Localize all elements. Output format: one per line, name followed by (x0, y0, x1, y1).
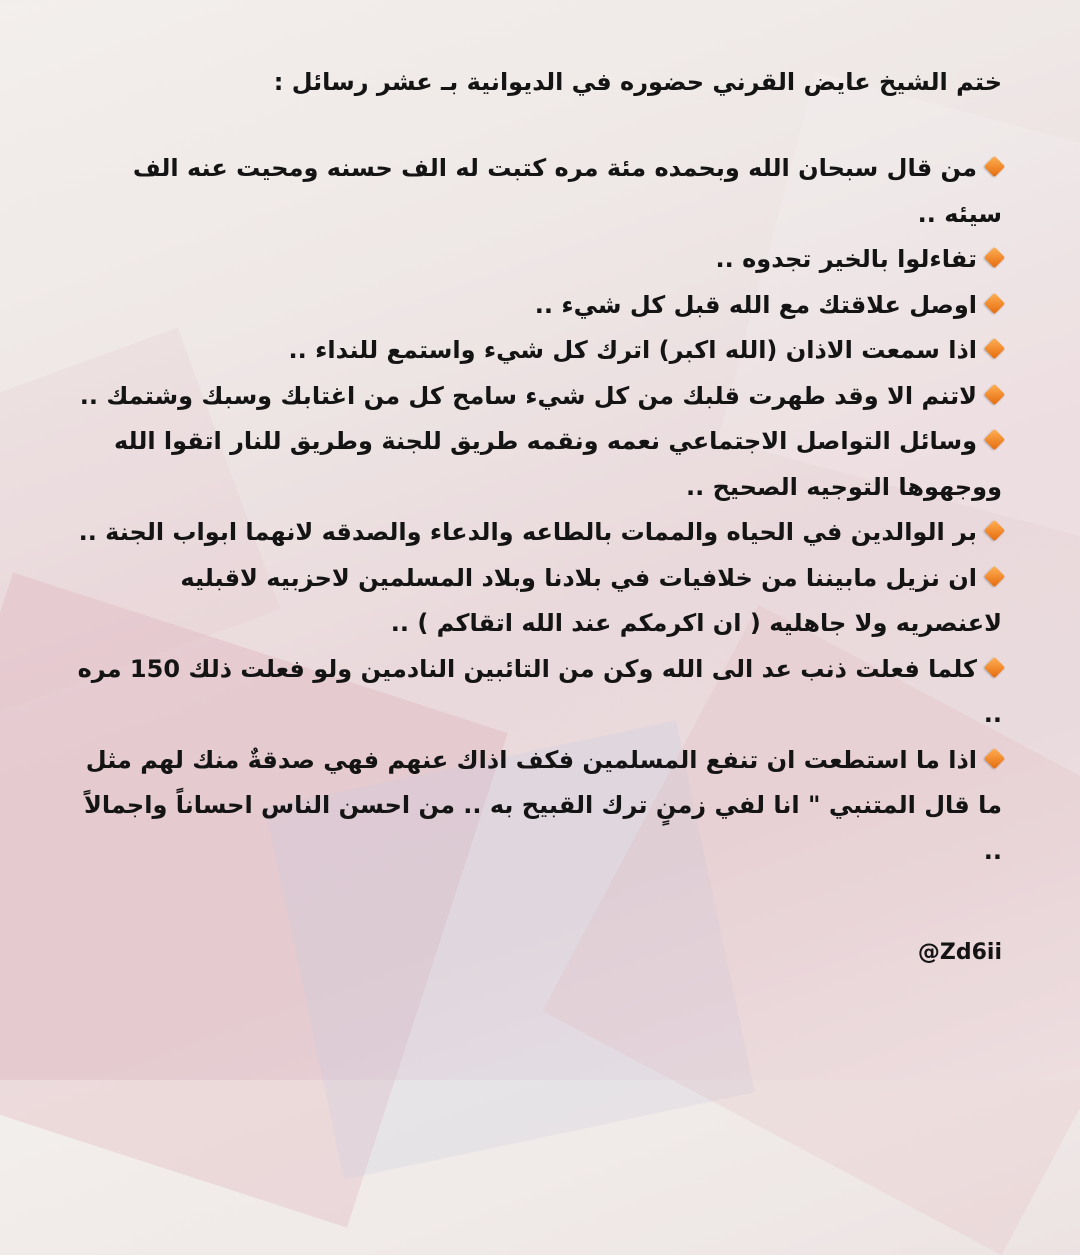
list-item-text: اذا سمعت الاذان (الله اكبر) اترك كل شيء واستمع للنداء .. (288, 336, 977, 364)
list-item-text: كلما فعلت ذنب عد الى الله وكن من التائبين النادمين ولو فعلت ذلك 150 مره .. (77, 654, 1002, 728)
list-item (70, 146, 1002, 237)
orange-diamond-icon (984, 338, 1005, 359)
list-item (70, 283, 1002, 329)
list-item-text: ان نزيل مابيننا من خلافيات في بلادنا وبلاد المسلمين لاحزبيه لاقبليه لاعنصريه ولا جاهليه ( ان اكرمكم عند الله اتقاكم ) .. (180, 563, 1002, 637)
orange-diamond-icon (984, 383, 1005, 404)
list-item (70, 510, 1002, 556)
orange-diamond-icon (984, 747, 1005, 768)
list-item-text: اوصل علاقتك مع الله قبل كل شيء .. (534, 290, 977, 319)
list-item (70, 419, 1002, 510)
list-item-text: تفاءلوا بالخير تجدوه .. (715, 245, 977, 273)
orange-diamond-icon (984, 429, 1005, 450)
list-item (70, 328, 1002, 374)
list-item-text: اذا ما استطعت ان تنفع المسلمين فكف اذاك عنهم فهي صدقةٌ منك لهم مثل ما قال المتنبي " انا لفي زمنٍ ترك القبيح به .. من احسن الناس احساناً واجمالاً .. (83, 745, 1002, 865)
post-heading: ختم الشيخ عايض القرني حضوره في الديوانية بـ عشر رسائل : (273, 68, 1002, 96)
list-item (70, 237, 1002, 283)
list-item-text: لاتنم الا وقد طهرت قلبك من كل شيء سامح كل من اغتابك وسبك وشتمك .. (79, 381, 977, 410)
orange-diamond-icon (984, 292, 1005, 313)
list-item-text: وسائل التواصل الاجتماعي نعمه ونقمه طريق للجنة وطريق للنار اتقوا الله ووجهوها التوجيه الصحيح .. (113, 427, 1002, 501)
list-item-text: من قال سبحان الله وبحمده مئة مره كتبت له الف حسنه ومحيت عنه الف سيئه .. (132, 154, 1002, 228)
list-item-text: بر الوالدين في الحياه والممات بالطاعه والدعاء والصدقه لانهما ابواب الجنة .. (78, 518, 977, 546)
list-item (70, 374, 1002, 420)
orange-diamond-icon (984, 247, 1005, 268)
orange-diamond-icon (984, 520, 1005, 541)
list-item (70, 556, 1002, 647)
post-content (70, 60, 1002, 965)
list-item (70, 647, 1002, 738)
orange-diamond-icon (984, 656, 1005, 677)
orange-diamond-icon (984, 156, 1005, 177)
list-item (70, 738, 1002, 875)
author-handle: @Zd6ii (917, 940, 1002, 965)
orange-diamond-icon (984, 565, 1005, 586)
